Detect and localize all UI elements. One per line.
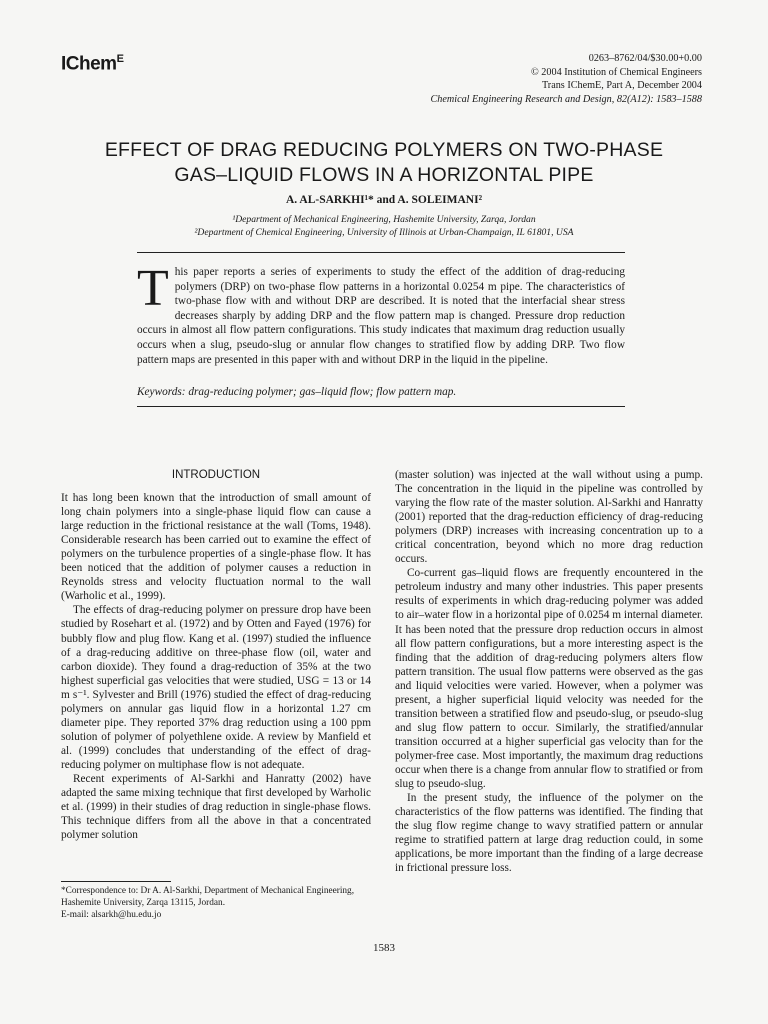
ichem-logo: IChem$^E$ [61,53,124,75]
paragraph: In the present study, the influence of the polymer on the characteristics of the flow patterns was identified. The finding that the slug flow regime change to wavy stratified pattern or annular regime to stratified pattern at large drag reduction could, in some applications, be more important than the finding of a large decrease in frictional pressure loss. [395,792,703,875]
paragraph: It has long been known that the introduction of small amount of long chain polymers into a single-phase liquid flow can cause a large reduction in the frictional resistance at the wall (Toms, 1948). Considerable research has been carried out to examine the effect of polymers on the turbulence properties of a single-phase flow. It has been noticed that the addition of polymer causes a reduction in Reynolds stress and velocity fluctuation normal to the wall (Warholic et al., 1999). [61,492,371,603]
issn-code: 0263–8762/04/$30.00+0.00 [588,53,702,64]
journal-full-name: Chemical Engineering Research and Design, 82(A12): 1583–1588 [430,93,702,105]
journal-metadata [430,52,702,106]
body-column-left [61,468,371,842]
paper-title: EFFECT OF DRAG REDUCING POLYMERS ON TWO-PHASE GAS–LIQUID FLOWS IN A HORIZONTAL PIPE [104,139,664,186]
keywords: Keywords: drag-reducing polymer; gas–liquid flow; flow pattern map. [137,386,457,398]
abstract-dropcap: T [137,260,169,317]
body-column-right [395,468,703,875]
abstract-bottom-rule [137,406,625,407]
page-number: 1583 [373,942,395,954]
section-heading: INTRODUCTION [171,469,261,481]
affiliation-2: ²Department of Chemical Engineering, University of Illinois at Urban-Champaign, IL 61801, USA [194,226,574,238]
affiliations [0,214,768,239]
paragraph: Recent experiments of Al-Sarkhi and Hanratty (2002) have adapted the same mixing technique that first developed by Warholic et al. (1999) in their studies of drag reduction in single-phase flows. This technique differs from all the above in that a concentrated polymer solution [61,772,371,842]
journal-short-name: Trans IChemE, Part A, December 2004 [541,80,702,91]
abstract-top-rule [137,252,625,253]
paragraph: (master solution) was injected at the wall without using a pump. The concentration in the liquid in the pipeline was controlled by varying the flow rate of the master solution. Al-Sarkhi and Hanratty (2001) reported that the drag-reduction efficiency of drag-reducing polymers (DRP) increases with increasing concentration up to a critical concentration, beyond which no more drag reduction occurs. [395,469,703,566]
abstract [137,260,625,367]
affiliation-1: ¹Department of Mechanical Engineering, Hashemite University, Zarqa, Jordan [232,214,536,225]
abstract-text: his paper reports a series of experiments to study the effect of the addition of drag-reducing polymers (DRP) on two-phase flow patterns in a horizontal 0.0254 m pipe. The characteristics of two-phase flow with and without DRP are described. It is noted that the interfacial shear stress decreases sharply by adding DRP and the flow pattern map is changed. Pressure drop reduction occurs in almost all flow pattern configurations. This study indicates that maximum drag reduction usually occurs when a slug, pseudo-slug or annular flow changes to stratified flow by adding DRP. Two flow pattern maps are presented in this paper with and without DRP in the liquid in the pipeline. [137,266,625,366]
copyright-line: © 2004 Institution of Chemical Engineers [531,66,702,78]
footnote-rule [61,881,171,882]
paragraph: Co-current gas–liquid flows are frequently encountered in the petroleum industry and many other industries. This paper presents results of experiments in which drag-reducing polymer was added to air–water flow in a horizontal pipe of 0.0254 m internal diameter. It has been noted that the pressure drop reduction occurs in almost all flow pattern configurations, but a more interesting aspect is the finding that the addition of drag-reducing polymers alters flow pattern transition. The usual flow patterns were observed as the gas and liquid velocities were varied. However, when a polymer was present, a higher superficial liquid velocity was needed for the transition between a stratified flow and pseudo-slug, or pseudo-slug and slug flow pattern to occur. Similarly, the stratified/annular transition occurred at a higher superficial gas velocity than for the polymer-free case. Most importantly, the maximum drag reductions occur when there is a change from annular flow to stratified or from slug to pseudo-slug. [395,567,703,791]
correspondence-footnote: *Correspondence to: Dr A. Al-Sarkhi, Department of Mechanical Engineering, Hashemite University, Zarqa 13115, Jordan. E-mail: alsarkh@hu.edu.jo [61,886,355,920]
author-list: A. AL-SARKHI¹* and A. SOLEIMANI² [285,194,483,206]
paragraph: The effects of drag-reducing polymer on pressure drop have been studied by Rosehart et al. (1972) and by Otten and Fayed (1976) for bubbly flow and plug flow. Kang et al. (1997) studied the influence of a drag-reducing additive on three-phase flow (oil, water and carbon dioxide). They found a drag-reduction of 35% at the two highest superficial gas velocities that were studied, USG = 13 or 14 m s⁻¹. Sylvester and Brill (1976) studied the effect of drag-reducing polymers on annular gas liquid flow in a horizontal 1.27 cm diameter pipe. They reported 37% drag reduction using a 100 ppm solution of polymer of polyethlene oxide. A review by Manfield et al. (1999) concludes that understanding of the effect of drag-reducing polymer on multiphase flow is not adequate. [61,604,371,771]
